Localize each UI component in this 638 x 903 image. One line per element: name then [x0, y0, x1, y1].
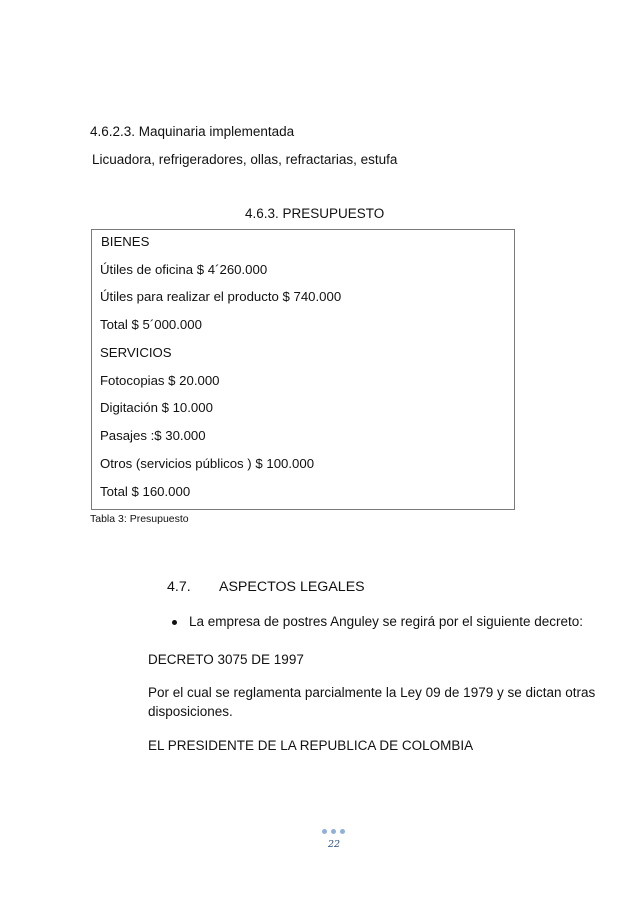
page-ornament-icon [322, 829, 346, 835]
budget-heading: 4.6.3. PRESUPUESTO [245, 206, 385, 221]
budget-row: Pasajes :$ 30.000 [100, 428, 206, 443]
bullet-text: La empresa de postres Anguley se regirá por el siguiente decreto: [189, 614, 583, 629]
president-heading: EL PRESIDENTE DE LA REPUBLICA DE COLOMBIA [148, 738, 474, 753]
budget-row: Fotocopias $ 20.000 [100, 373, 220, 388]
budget-row: Útiles para realizar el producto $ 740.000 [100, 289, 342, 304]
budget-row: Total $ 5´000.000 [100, 317, 202, 332]
legal-section-title: ASPECTOS LEGALES [219, 579, 365, 595]
bullet-icon [172, 620, 177, 625]
table-caption: Tabla 3: Presupuesto [90, 513, 189, 525]
legal-section-number: 4.7. [167, 579, 191, 595]
budget-table [91, 229, 515, 510]
budget-row: Digitación $ 10.000 [100, 400, 213, 415]
budget-row: Útiles de oficina $ 4´260.000 [100, 262, 268, 277]
subsection-heading: 4.6.2.3. Maquinaria implementada [90, 124, 295, 139]
page-number: 22 [327, 839, 341, 850]
decree-title: DECRETO 3075 DE 1997 [148, 652, 304, 667]
budget-row: Otros (servicios públicos ) $ 100.000 [100, 456, 315, 471]
budget-row-services-header: SERVICIOS [100, 345, 172, 360]
budget-row: Total $ 160.000 [100, 484, 191, 499]
decree-description-line2: disposiciones. [148, 704, 233, 719]
budget-row-goods-header: BIENES [101, 234, 150, 249]
decree-description-line1: Por el cual se reglamenta parcialmente la Ley 09 de 1979 y se dictan otras [148, 685, 596, 700]
equipment-list: Licuadora, refrigeradores, ollas, refractarias, estufa [92, 152, 398, 167]
